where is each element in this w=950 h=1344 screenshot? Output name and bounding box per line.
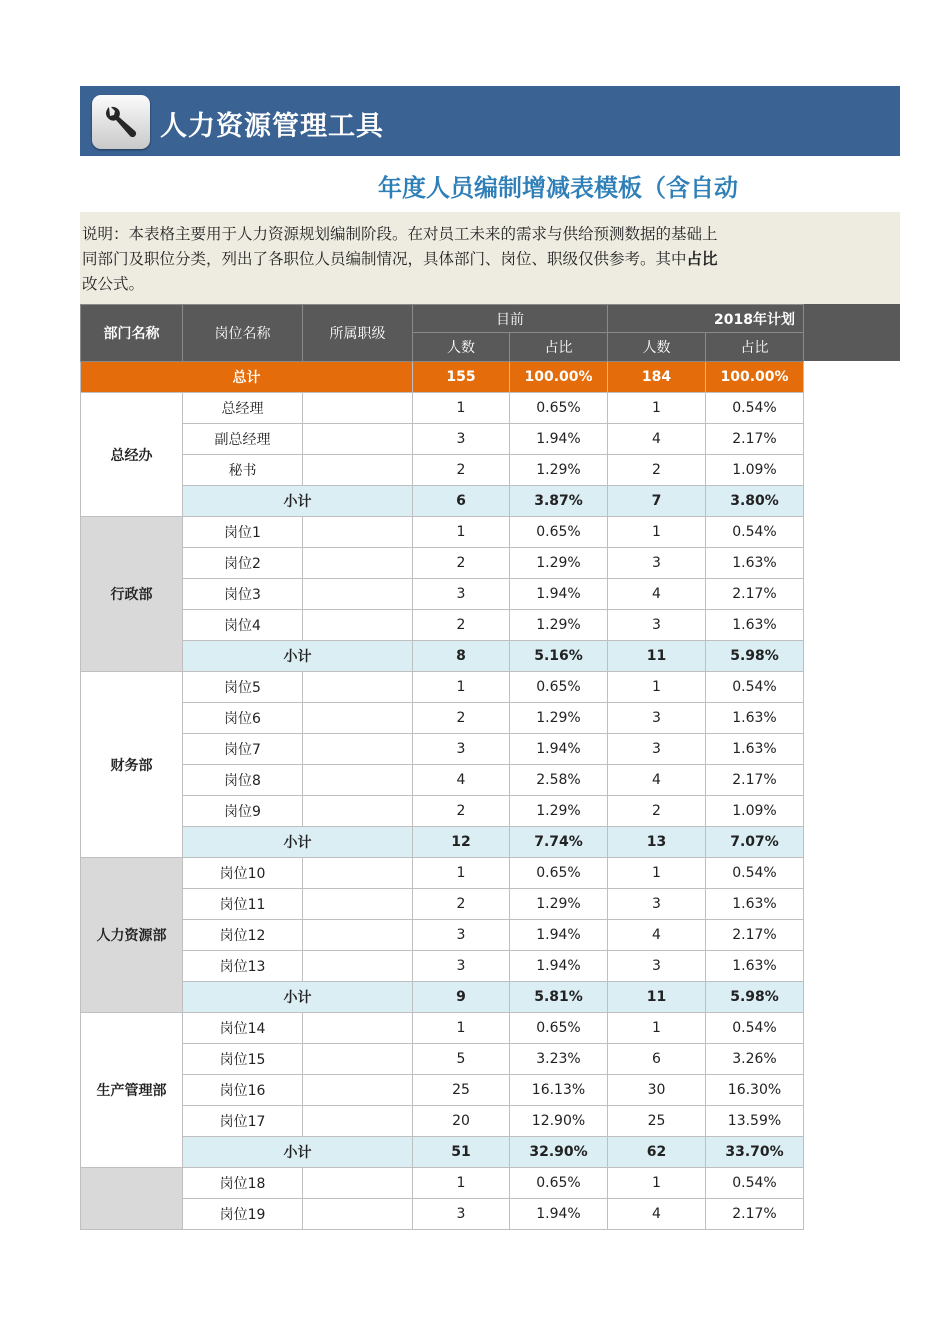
- plan-count: 4: [608, 424, 706, 455]
- total-current-ratio: 100.00%: [510, 362, 608, 393]
- table-row: [81, 455, 804, 486]
- position-level: [303, 1168, 413, 1199]
- header-level: 所属职级: [303, 305, 413, 362]
- current-ratio: 1.94%: [510, 579, 608, 610]
- current-ratio: 1.29%: [510, 889, 608, 920]
- subtotal-row: [81, 486, 804, 517]
- header-plan-count: 人数: [608, 333, 706, 362]
- position-level: [303, 889, 413, 920]
- header-current-ratio: 占比: [510, 333, 608, 362]
- current-count: 4: [413, 765, 510, 796]
- plan-count: 4: [608, 1199, 706, 1230]
- current-ratio: 1.94%: [510, 951, 608, 982]
- subtotal-plan-ratio: 5.98%: [706, 982, 804, 1013]
- current-ratio: 1.29%: [510, 455, 608, 486]
- position-level: [303, 1106, 413, 1137]
- subtotal-current-count: 9: [413, 982, 510, 1013]
- position-name: 岗位1: [183, 517, 303, 548]
- current-ratio: 12.90%: [510, 1106, 608, 1137]
- subtotal-current-count: 6: [413, 486, 510, 517]
- plan-count: 3: [608, 734, 706, 765]
- subtotal-label: 小计: [183, 827, 413, 858]
- subtotal-plan-count: 11: [608, 982, 706, 1013]
- current-count: 5: [413, 1044, 510, 1075]
- current-ratio: 1.94%: [510, 920, 608, 951]
- current-ratio: 0.65%: [510, 1013, 608, 1044]
- current-ratio: 0.65%: [510, 517, 608, 548]
- plan-ratio: 0.54%: [706, 393, 804, 424]
- current-ratio: 1.94%: [510, 734, 608, 765]
- table-row: [81, 1199, 804, 1230]
- current-ratio: 1.29%: [510, 796, 608, 827]
- total-plan-ratio: 100.00%: [706, 362, 804, 393]
- position-name: 总经理: [183, 393, 303, 424]
- total-plan-count: 184: [608, 362, 706, 393]
- current-ratio: 0.65%: [510, 1168, 608, 1199]
- current-count: 1: [413, 1013, 510, 1044]
- plan-count: 1: [608, 517, 706, 548]
- subtotal-plan-ratio: 3.80%: [706, 486, 804, 517]
- position-name: 岗位12: [183, 920, 303, 951]
- description-line-3: 改公式。: [82, 275, 145, 293]
- plan-count: 30: [608, 1075, 706, 1106]
- subtotal-current-count: 12: [413, 827, 510, 858]
- header-plan-ratio: 占比: [706, 333, 804, 362]
- subtotal-row: [81, 1137, 804, 1168]
- current-count: 3: [413, 1199, 510, 1230]
- position-level: [303, 517, 413, 548]
- current-ratio: 0.65%: [510, 672, 608, 703]
- current-count: 2: [413, 703, 510, 734]
- plan-ratio: 0.54%: [706, 672, 804, 703]
- position-name: 岗位13: [183, 951, 303, 982]
- current-ratio: 1.29%: [510, 610, 608, 641]
- table-row: [81, 920, 804, 951]
- position-name: 岗位2: [183, 548, 303, 579]
- current-ratio: 2.58%: [510, 765, 608, 796]
- subtotal-current-ratio: 32.90%: [510, 1137, 608, 1168]
- description-line-1: 说明：本表格主要用于人力资源规划编制阶段。在对员工未来的需求与供给预测数据的基础上: [82, 225, 718, 243]
- subtotal-row: [81, 641, 804, 672]
- plan-ratio: 1.09%: [706, 796, 804, 827]
- current-count: 3: [413, 424, 510, 455]
- current-count: 2: [413, 889, 510, 920]
- position-level: [303, 393, 413, 424]
- plan-count: 3: [608, 610, 706, 641]
- subtotal-plan-ratio: 5.98%: [706, 641, 804, 672]
- plan-count: 4: [608, 579, 706, 610]
- description-line-2: [82, 249, 718, 269]
- plan-ratio: 2.17%: [706, 920, 804, 951]
- plan-ratio: 0.54%: [706, 858, 804, 889]
- table-row: [81, 1106, 804, 1137]
- subtotal-current-ratio: 7.74%: [510, 827, 608, 858]
- header-current-count: 人数: [413, 333, 510, 362]
- subtotal-current-ratio: 5.81%: [510, 982, 608, 1013]
- table-row: [81, 703, 804, 734]
- current-count: 2: [413, 548, 510, 579]
- plan-count: 2: [608, 455, 706, 486]
- position-name: 岗位4: [183, 610, 303, 641]
- subtotal-current-count: 8: [413, 641, 510, 672]
- position-level: [303, 455, 413, 486]
- current-count: 3: [413, 920, 510, 951]
- header-current: 目前: [413, 305, 608, 333]
- app-banner: [80, 86, 900, 156]
- position-name: 岗位19: [183, 1199, 303, 1230]
- position-level: [303, 703, 413, 734]
- department-name: 生产管理部: [81, 1013, 183, 1168]
- current-count: 1: [413, 858, 510, 889]
- current-ratio: 0.65%: [510, 858, 608, 889]
- total-row: [81, 362, 804, 393]
- position-level: [303, 548, 413, 579]
- plan-ratio: 13.59%: [706, 1106, 804, 1137]
- subtotal-current-ratio: 3.87%: [510, 486, 608, 517]
- position-level: [303, 796, 413, 827]
- subtotal-plan-count: 7: [608, 486, 706, 517]
- plan-ratio: 1.63%: [706, 734, 804, 765]
- table-row: [81, 1075, 804, 1106]
- department-name: 人力资源部: [81, 858, 183, 1013]
- subtotal-plan-count: 62: [608, 1137, 706, 1168]
- subtotal-row: [81, 827, 804, 858]
- wrench-icon: [92, 95, 150, 149]
- current-ratio: 0.65%: [510, 393, 608, 424]
- plan-ratio: 1.63%: [706, 610, 804, 641]
- position-name: 岗位14: [183, 1013, 303, 1044]
- page-subtitle: 年度人员编制增减表模板（含自动: [378, 174, 738, 202]
- current-ratio: 16.13%: [510, 1075, 608, 1106]
- current-count: 2: [413, 796, 510, 827]
- plan-count: 3: [608, 889, 706, 920]
- position-level: [303, 734, 413, 765]
- table-row: [81, 579, 804, 610]
- header-dept: 部门名称: [81, 305, 183, 362]
- current-ratio: 1.94%: [510, 424, 608, 455]
- position-name: 岗位18: [183, 1168, 303, 1199]
- table-row: [81, 1168, 804, 1199]
- position-name: 岗位5: [183, 672, 303, 703]
- position-level: [303, 672, 413, 703]
- current-ratio: 3.23%: [510, 1044, 608, 1075]
- current-count: 25: [413, 1075, 510, 1106]
- table-row: [81, 858, 804, 889]
- plan-count: 1: [608, 1168, 706, 1199]
- position-name: 岗位9: [183, 796, 303, 827]
- plan-count: 2: [608, 796, 706, 827]
- position-name: 岗位7: [183, 734, 303, 765]
- header-position: 岗位名称: [183, 305, 303, 362]
- position-level: [303, 1075, 413, 1106]
- department-name: 总经办: [81, 393, 183, 517]
- position-level: [303, 951, 413, 982]
- department-name: 财务部: [81, 672, 183, 858]
- table-row: [81, 951, 804, 982]
- page-subtitle-frame: [80, 166, 802, 206]
- header-plan: 2018年计划: [608, 305, 804, 333]
- plan-count: 3: [608, 951, 706, 982]
- plan-count: 3: [608, 548, 706, 579]
- plan-ratio: 1.63%: [706, 548, 804, 579]
- plan-count: 3: [608, 703, 706, 734]
- current-ratio: 1.29%: [510, 548, 608, 579]
- banner-title: 人力资源管理工具: [160, 111, 384, 142]
- current-count: 1: [413, 1168, 510, 1199]
- position-level: [303, 858, 413, 889]
- subtotal-plan-count: 11: [608, 641, 706, 672]
- plan-count: 1: [608, 672, 706, 703]
- table-row: [81, 672, 804, 703]
- position-name: 岗位11: [183, 889, 303, 920]
- current-count: 1: [413, 393, 510, 424]
- position-name: 副总经理: [183, 424, 303, 455]
- plan-ratio: 1.09%: [706, 455, 804, 486]
- table-row: [81, 393, 804, 424]
- current-count: 3: [413, 951, 510, 982]
- plan-count: 4: [608, 765, 706, 796]
- plan-ratio: 2.17%: [706, 424, 804, 455]
- subtotal-label: 小计: [183, 1137, 413, 1168]
- plan-count: 4: [608, 920, 706, 951]
- table-row: [81, 734, 804, 765]
- current-count: 20: [413, 1106, 510, 1137]
- plan-count: 25: [608, 1106, 706, 1137]
- subtotal-plan-count: 13: [608, 827, 706, 858]
- current-ratio: 1.94%: [510, 1199, 608, 1230]
- position-level: [303, 579, 413, 610]
- position-level: [303, 1199, 413, 1230]
- position-level: [303, 765, 413, 796]
- plan-count: 1: [608, 393, 706, 424]
- plan-ratio: 0.54%: [706, 1013, 804, 1044]
- current-ratio: 1.29%: [510, 703, 608, 734]
- header-row-1: [81, 305, 804, 333]
- total-label: 总计: [81, 362, 413, 393]
- position-name: 岗位16: [183, 1075, 303, 1106]
- position-name: 岗位8: [183, 765, 303, 796]
- plan-count: 1: [608, 858, 706, 889]
- table-row: [81, 517, 804, 548]
- description-line-2-highlight: 占比: [686, 250, 718, 268]
- current-count: 2: [413, 455, 510, 486]
- header-extension: [803, 304, 900, 361]
- plan-ratio: 1.63%: [706, 703, 804, 734]
- subtotal-label: 小计: [183, 641, 413, 672]
- subtotal-plan-ratio: 33.70%: [706, 1137, 804, 1168]
- current-count: 1: [413, 517, 510, 548]
- table-row: [81, 1044, 804, 1075]
- position-name: 岗位6: [183, 703, 303, 734]
- position-level: [303, 1044, 413, 1075]
- position-name: 岗位3: [183, 579, 303, 610]
- table-row: [81, 548, 804, 579]
- table-row: [81, 424, 804, 455]
- table-row: [81, 889, 804, 920]
- description-line-2-text: 同部门及职位分类，列出了各职位人员编制情况，具体部门、岗位、职级仅供参考。其中: [82, 250, 687, 268]
- plan-count: 6: [608, 1044, 706, 1075]
- plan-ratio: 1.63%: [706, 951, 804, 982]
- subtotal-current-ratio: 5.16%: [510, 641, 608, 672]
- position-level: [303, 610, 413, 641]
- subtotal-current-count: 51: [413, 1137, 510, 1168]
- plan-ratio: 2.17%: [706, 1199, 804, 1230]
- department-name: [81, 1168, 183, 1230]
- description-box: [80, 212, 900, 304]
- subtotal-row: [81, 982, 804, 1013]
- position-level: [303, 1013, 413, 1044]
- plan-count: 1: [608, 1013, 706, 1044]
- plan-ratio: 2.17%: [706, 579, 804, 610]
- table-row: [81, 765, 804, 796]
- plan-ratio: 1.63%: [706, 889, 804, 920]
- department-name: 行政部: [81, 517, 183, 672]
- position-name: 岗位15: [183, 1044, 303, 1075]
- table-row: [81, 796, 804, 827]
- position-name: 秘书: [183, 455, 303, 486]
- table-row: [81, 610, 804, 641]
- subtotal-label: 小计: [183, 982, 413, 1013]
- current-count: 1: [413, 672, 510, 703]
- plan-ratio: 2.17%: [706, 765, 804, 796]
- plan-ratio: 0.54%: [706, 517, 804, 548]
- position-name: 岗位17: [183, 1106, 303, 1137]
- position-level: [303, 424, 413, 455]
- headcount-table: [80, 304, 804, 1230]
- position-name: 岗位10: [183, 858, 303, 889]
- plan-ratio: 0.54%: [706, 1168, 804, 1199]
- total-current-count: 155: [413, 362, 510, 393]
- current-count: 3: [413, 734, 510, 765]
- table-row: [81, 1013, 804, 1044]
- current-count: 2: [413, 610, 510, 641]
- subtotal-label: 小计: [183, 486, 413, 517]
- current-count: 3: [413, 579, 510, 610]
- plan-ratio: 16.30%: [706, 1075, 804, 1106]
- subtotal-plan-ratio: 7.07%: [706, 827, 804, 858]
- plan-ratio: 3.26%: [706, 1044, 804, 1075]
- position-level: [303, 920, 413, 951]
